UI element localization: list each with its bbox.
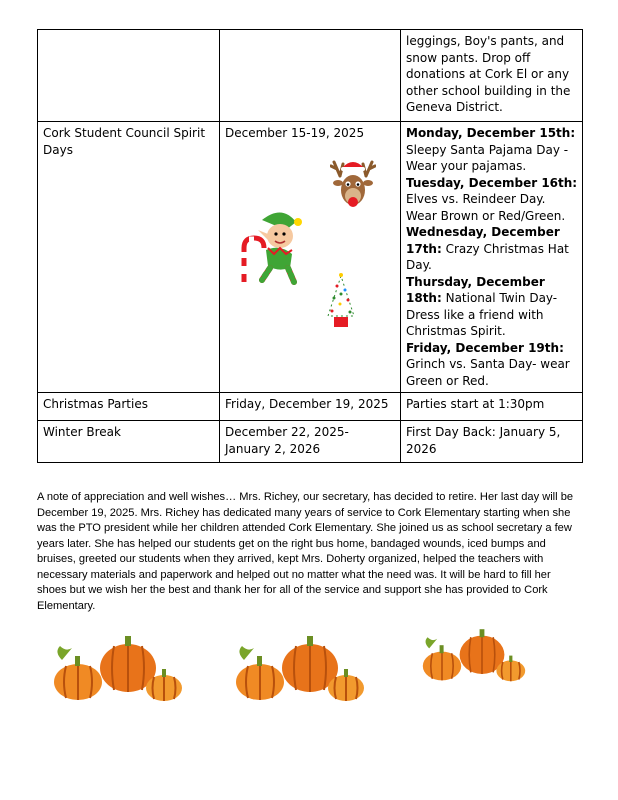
retirement-note: A note of appreciation and well wishes… Mrs. Richey, our secretary, has decided to retire. Her last day will be December 19, 2025. Mrs. Richey has dedicated many years of service to Cork Elementary starting when she was the PTO president while her children attended Cork Elementary. She joined us as school secretary a few years later. She has helped our students get on the right bus home, bandaged wounds, iced bumps and bruises, greeted our students when they arrived, kept Mrs. Doherty organized, helped the teachers with necessary materials and paperwork and helped out no matter what the need was. It will be hard to fill her shoes but we wish her the best and thank her for all of the service and support she has provided to Cork Elementary. <box>37 491 574 612</box>
table-row <box>38 122 583 393</box>
pumpkin-icon <box>54 646 102 700</box>
table-row <box>38 421 583 463</box>
date-cell: December 22, 2025- January 2, 2026 <box>220 421 401 463</box>
pumpkin-icon <box>423 637 461 680</box>
pumpkins-icon <box>230 632 370 702</box>
date-text: December 15-19, 2025 <box>225 126 365 140</box>
details-cell: leggings, Boy's pants, and snow pants. Drop off donations at Cork El or any other school building in the Geneva District. <box>401 30 583 122</box>
reindeer-icon <box>330 158 376 214</box>
pumpkin-icon <box>236 646 284 700</box>
event-cell <box>38 30 220 122</box>
spirit-day: Tuesday, December 16th: Elves vs. Reindeer Day. Wear Brown or Red/Green. <box>406 175 578 223</box>
spirit-day: Thursday, December 18th: National Twin Day- Dress like a friend with Christmas Spirit. <box>406 274 558 338</box>
details-cell <box>401 122 583 393</box>
event-cell: Cork Student Council Spirit Days <box>38 122 220 393</box>
spirit-day: Monday, December 15th: Sleepy Santa Pajama Day - Wear your pajamas. <box>406 126 576 173</box>
pumpkins-icon <box>418 626 530 690</box>
elf-icon <box>234 208 304 288</box>
details-cell: Parties start at 1:30pm <box>401 393 583 421</box>
table-row <box>38 30 583 122</box>
date-cell: Friday, December 19, 2025 <box>220 393 401 421</box>
table-row <box>38 393 583 421</box>
spirit-day: Wednesday, December 17th: Crazy Christmas Hat Day. <box>406 225 569 272</box>
spirit-day: Friday, December 19th: Grinch vs. Santa Day- wear Green or Red. <box>406 340 570 388</box>
event-cell: Christmas Parties <box>38 393 220 421</box>
details-cell: First Day Back: January 5, 2026 <box>401 421 583 463</box>
events-table <box>37 29 583 463</box>
event-cell: Winter Break <box>38 421 220 463</box>
pumpkins-icon <box>48 632 188 702</box>
christmas-tree-icon <box>324 272 358 330</box>
date-cell <box>220 30 401 122</box>
date-cell <box>220 122 401 393</box>
